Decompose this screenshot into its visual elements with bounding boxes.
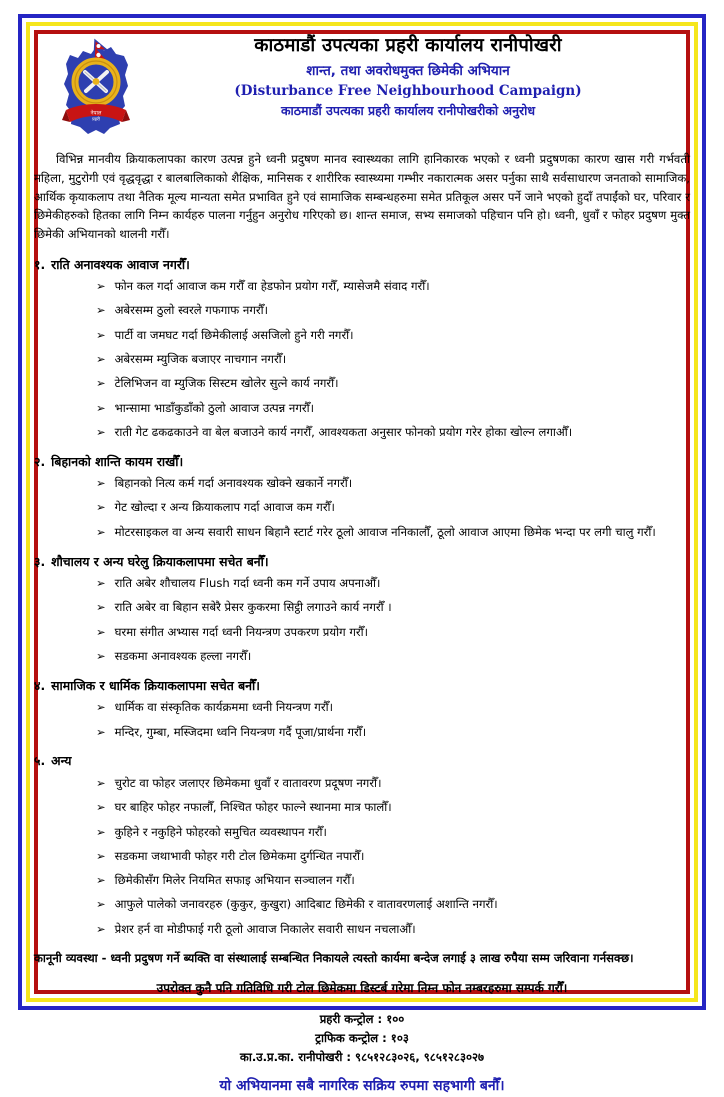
arrow-bullet-icon: ➢: [96, 576, 106, 591]
list-item: [34, 798, 690, 817]
list-item-text: घर बाहिर फोहर नफालौँ, निश्चित फोहर फाल्ने स्थानमा मात्र फालौँ।: [114, 800, 392, 815]
nepal-police-emblem-icon: [58, 34, 134, 140]
section-heading: [34, 256, 690, 275]
arrow-bullet-icon: ➢: [96, 400, 106, 415]
list-item-text: राति अबेर वा बिहान सबेरै प्रेसर कुकरमा सिट्ठी लगाउने कार्य नगरौँ ।: [114, 600, 392, 615]
section-title: बिहानको शान्ति कायम राखौँ।: [51, 453, 184, 469]
list-item-text: टेलिभिजन वा म्युजिक सिस्टम खोलेर सुत्ने कार्य नगरौँ।: [114, 376, 339, 391]
list-item: [34, 774, 690, 793]
arrow-bullet-icon: ➢: [96, 476, 106, 491]
arrow-bullet-icon: ➢: [96, 897, 106, 912]
section-title: सामाजिक र धार्मिक क्रियाकलापमा सचेत बनौँ।: [51, 677, 260, 693]
list-item: [34, 326, 690, 345]
svg-text:नेपाल: नेपाल: [90, 110, 102, 117]
list-item: [34, 374, 690, 393]
list-item: [34, 277, 690, 296]
request-line: काठमाडौं उपत्यका प्रहरी कार्यालय रानीपोखरीको अनुरोध: [280, 103, 536, 119]
list-item-text: कुहिने र नकुहिने फोहरको समुचित व्यवस्थापन गरौँ।: [114, 824, 327, 839]
list-item: [34, 895, 690, 914]
list-item: [34, 523, 690, 542]
list-item-text: पार्टी वा जमघट गर्दा छिमेकीलाई असजिलो हुने गरी नगरौँ।: [114, 327, 354, 342]
arrow-bullet-icon: ➢: [96, 700, 106, 715]
arrow-bullet-icon: ➢: [96, 327, 106, 342]
campaign-subtitle-english: (Disturbance Free Neighbourhood Campaign): [234, 83, 582, 100]
section: [34, 677, 690, 742]
document-header: [34, 30, 690, 138]
list-item: [34, 399, 690, 418]
section-title: शौचालय र अन्य घरेलु क्रियाकलापमा सचेत बनौँ।: [51, 553, 269, 569]
section-heading: [34, 677, 690, 696]
section-number: ५.: [34, 753, 46, 769]
list-item: [34, 423, 690, 442]
bullet-list: [34, 574, 690, 666]
list-item-text: सडकमा अनावश्यक हल्ला नगरौँ।: [114, 648, 252, 663]
arrow-bullet-icon: ➢: [96, 921, 106, 936]
arrow-bullet-icon: ➢: [96, 776, 106, 791]
arrow-bullet-icon: ➢: [96, 648, 106, 663]
list-item: [34, 647, 690, 666]
list-item-text: बिहानको नित्य कर्म गर्दा अनावश्यक खोक्ने खकार्ने नगरौँ।: [114, 476, 353, 491]
arrow-bullet-icon: ➢: [96, 279, 106, 294]
contact-numbers-list: [34, 1010, 690, 1066]
list-item: [34, 301, 690, 320]
list-item: [34, 823, 690, 842]
list-item-text: छिमेकीसँग मिलेर नियमित सफाइ अभियान सञ्चालन गरौँ।: [114, 873, 355, 888]
list-item-text: मन्दिर, गुम्बा, मस्जिदमा ध्वनि नियन्त्रण गर्दै पूजा/प्रार्थना गरौँ।: [114, 724, 367, 739]
list-item-text: आफुले पालेको जनावरहरु (कुकुर, कुखुरा) आदिबाट छिमेकी र वातावरणलाई अशान्ति नगरौँ।: [114, 897, 498, 912]
section-heading: [34, 453, 690, 472]
list-item: [34, 598, 690, 617]
bullet-list: [34, 774, 690, 938]
section-number: ३.: [34, 553, 46, 569]
arrow-bullet-icon: ➢: [96, 303, 106, 318]
list-item-text: धार्मिक वा संस्कृतिक कार्यक्रममा ध्वनी नियन्त्रण गरौँ।: [114, 700, 333, 715]
legal-note: कानूनी व्यवस्था - ध्वनी प्रदुषण गर्ने ब्यक्ति वा संस्थालाई सम्बन्धित निकायले त्यस्तो कार्यमा बन्देज लगाई ३ लाख रुपैया सम्म जरिवाना गर्नसक्छ।: [34, 950, 634, 965]
arrow-bullet-icon: ➢: [96, 848, 106, 863]
list-item-text: अबेरसम्म म्युजिक बजाएर नाचगान नगरौँ।: [114, 351, 287, 366]
arrow-bullet-icon: ➢: [96, 351, 106, 366]
section: [34, 553, 690, 666]
bullet-list: [34, 474, 690, 541]
section-title: राति अनावश्यक आवाज नगरौँ।: [51, 256, 190, 272]
contact-number-line: प्रहरी कन्ट्रोल : १००: [319, 1012, 405, 1027]
list-item-text: मोटरसाइकल वा अन्य सवारी साधन बिहानै स्टार्ट गरेर ठूलो आवाज ननिकालौँ, ठूलो आवाज आएमा छिमेक भन्दा पर लगी चालु गरौँ।: [114, 524, 656, 539]
section: [34, 752, 690, 938]
list-item: [34, 498, 690, 517]
list-item: [34, 920, 690, 939]
list-item-text: चुरोट वा फोहर जलाएर छिमेकमा धुवाँ र वातावरण प्रदूषण नगरौँ।: [114, 776, 382, 791]
section-number: २.: [34, 453, 46, 469]
list-item: [34, 871, 690, 890]
document-content: [34, 30, 690, 1094]
arrow-bullet-icon: ➢: [96, 824, 106, 839]
list-item-text: सडकमा जथाभावी फोहर गरी टोल छिमेकमा दुर्गन्धित नपारौँ।: [114, 848, 365, 863]
list-item-text: राती गेट ढकढकाउने वा बेल बजाउने कार्य नगरौँ, आवश्यकता अनुसार फोनको प्रयोग गरेर होका खोल्न लगाऔँ।: [114, 424, 573, 439]
list-item: [34, 350, 690, 369]
contact-number-line: ट्राफिक कन्ट्रोल : १०३: [315, 1031, 409, 1046]
section-title: अन्य: [51, 753, 72, 769]
list-item: [34, 723, 690, 742]
closing-slogan: यो अभियानमा सबै नागरिक सक्रिय रुपमा सहभागी बनौँ।: [219, 1077, 505, 1094]
list-item-text: राति अबेर शौचालय Flush गर्दा ध्वनी कम गर्ने उपाय अपनाऔँ।: [114, 576, 381, 591]
sections-list: [34, 256, 690, 939]
contact-lead-text: उपरोक्त कुनै पनि गतिविधि गरी टोल छिमेकमा डिस्टर्ब गरेमा निम्न फोन नम्बरहरुमा सम्पर्क गरौँ।: [156, 981, 568, 996]
arrow-bullet-icon: ➢: [96, 500, 106, 515]
list-item: [34, 474, 690, 493]
list-item-text: भान्सामा भाडाँकुडाँको ठुलो आवाज उत्पन्न नगरौँ।: [114, 400, 315, 415]
arrow-bullet-icon: ➢: [96, 873, 106, 888]
arrow-bullet-icon: ➢: [96, 624, 106, 639]
list-item-text: गेट खोल्दा र अन्य क्रियाकलाप गर्दा आवाज कम गरौँ।: [114, 500, 335, 515]
section: [34, 256, 690, 442]
bullet-list: [34, 277, 690, 441]
arrow-bullet-icon: ➢: [96, 600, 106, 615]
list-item-text: अबेरसम्म ठुलो स्वरले गफगाफ नगरौँ।: [114, 303, 269, 318]
arrow-bullet-icon: ➢: [96, 424, 106, 439]
section-number: ४.: [34, 677, 46, 693]
arrow-bullet-icon: ➢: [96, 524, 106, 539]
section: [34, 453, 690, 542]
campaign-subtitle-nepali: शान्त, तथा अवरोधमुक्त छिमेकी अभियान: [306, 62, 510, 79]
list-item-text: प्रेशर हर्न वा मोडीफाई गरी ठूलो आवाज निकालेर सवारी साधन नचलाऔँ।: [114, 921, 416, 936]
list-item: [34, 623, 690, 642]
section-heading: [34, 752, 690, 771]
arrow-bullet-icon: ➢: [96, 800, 106, 815]
bullet-list: [34, 698, 690, 741]
list-item: [34, 847, 690, 866]
section-heading: [34, 553, 690, 572]
contact-number-line: का.उ.प्र.का. रानीपोखरी : ९८५१२८३०२६, ९८५१२८३०२७: [239, 1049, 485, 1064]
arrow-bullet-icon: ➢: [96, 376, 106, 391]
section-number: १.: [34, 256, 46, 272]
svg-text:प्रहरी: प्रहरी: [92, 117, 100, 123]
office-title: काठमाडौं उपत्यका प्रहरी कार्यालय रानीपोखरी: [254, 35, 562, 56]
intro-paragraph: विभिन्न मानवीय क्रियाकलापका कारण उत्पन्न हुने ध्वनी प्रदुषण मानव स्वास्थ्यका लागि हानिकारक भएको र ध्वनी प्रदुषणका कारण खास गरी गर्भवती महिला, मुटुरोगी एवं वृद्धवृद्धा र बालबालिकाको शैक्षिक, मानिसक र शारीरिक स्वास्थ्यमा गम्भीर नकारात्मक असर पर्नुका साथै सर्वसाधारण जनताको सामाजिक, आर्थिक कृयाकलाप तथा नैतिक मूल्य मान्यता समेत प्रभावित हुने एवं सामाजिक सम्बन्धहरुमा समेत प्रतिकूल असर पर्ने जाने भएको हुदाँ तपाईंको घर, परिवार र छिमेकीहरुको हितका लागि निम्न कार्यहरु पालना गर्नुहुन अनुरोध गरिएको छ। शान्त समाज, सभ्य समाजको पहिचान पनि हो। ध्वनी, धुवाँ र फोहर प्रदुषण मुक्त छिमेकी अभियानको थालनी गरौँ।: [34, 152, 690, 242]
list-item-text: फोन कल गर्दा आवाज कम गरौँ वा हेडफोन प्रयोग गरौँ, म्यासेजमै संवाद गरौँ।: [114, 279, 430, 294]
list-item: [34, 698, 690, 717]
list-item-text: घरमा संगीत अभ्यास गर्दा ध्वनी नियन्त्रण उपकरण प्रयोग गरौँ।: [114, 624, 368, 639]
arrow-bullet-icon: ➢: [96, 724, 106, 739]
list-item: [34, 574, 690, 593]
